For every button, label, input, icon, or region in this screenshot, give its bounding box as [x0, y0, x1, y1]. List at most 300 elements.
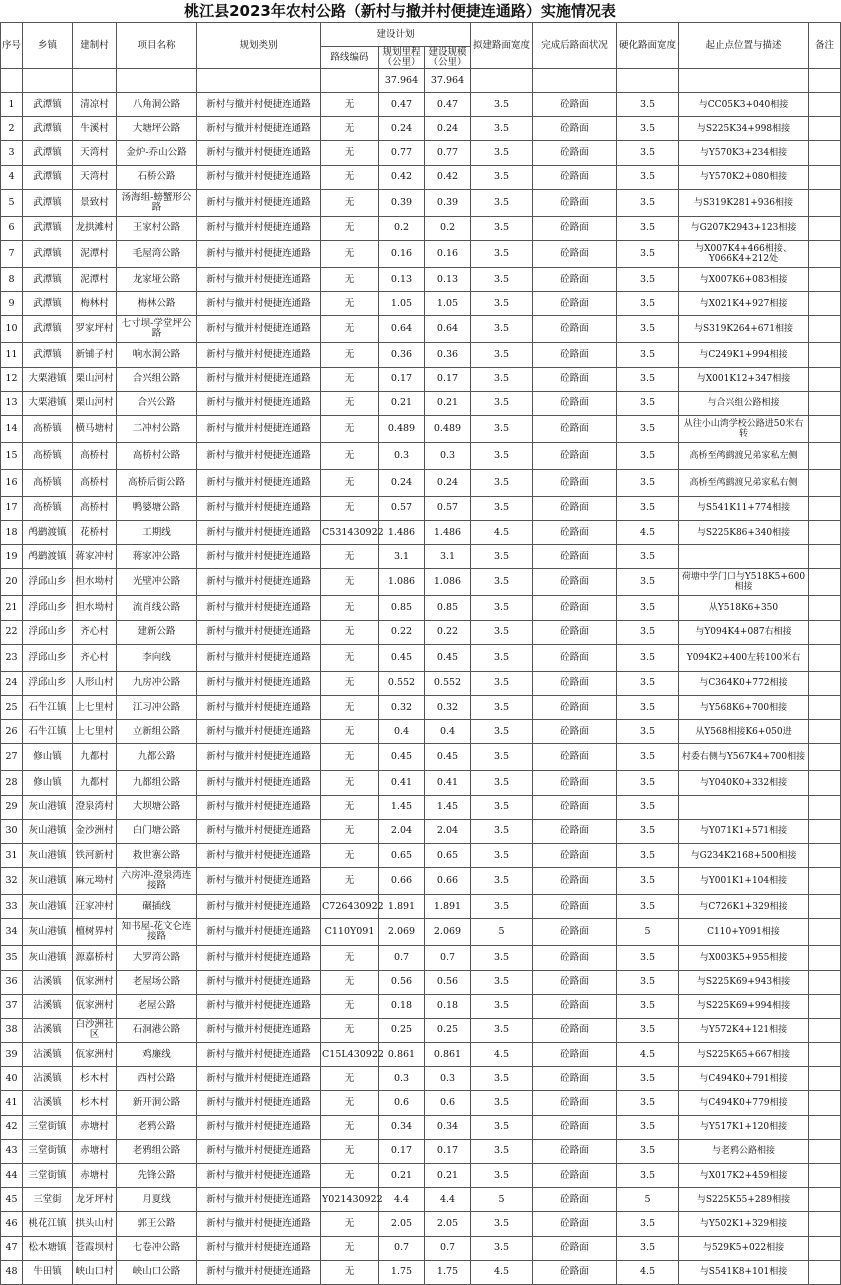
cell-category: 新村与撤并村便捷连通路 [197, 843, 321, 867]
table-row [1, 1260, 841, 1284]
cell-width: 3.5 [471, 771, 533, 795]
cell-seq: 46 [1, 1212, 23, 1236]
cell-hard-width: 3.5 [617, 868, 679, 895]
cell-desc: 与Y502K1+329相接 [679, 1212, 809, 1236]
cell-village: 高桥村 [73, 496, 117, 520]
cell-project: 李向线 [117, 644, 197, 671]
table-row [1, 496, 841, 520]
table-row [1, 620, 841, 644]
cell-note [809, 521, 841, 545]
cell-hard-width: 4.5 [617, 521, 679, 545]
cell-seq: 19 [1, 545, 23, 569]
cell-project: 毛屋湾公路 [117, 240, 197, 267]
cell-village: 佤家洲村 [73, 994, 117, 1018]
cell-desc: 从Y518K6+350 [679, 596, 809, 620]
cell-desc: 与S225K55+289相接 [679, 1188, 809, 1212]
cell-category: 新村与撤并村便捷连通路 [197, 946, 321, 970]
cell-planned-km: 0.7 [379, 1236, 425, 1260]
cell-code: 无 [321, 596, 379, 620]
cell-category: 新村与撤并村便捷连通路 [197, 671, 321, 695]
cell-project: 合兴组公路 [117, 367, 197, 391]
cell-code: 无 [321, 644, 379, 671]
cell-code: 无 [321, 189, 379, 216]
header-code: 路线编码 [321, 47, 379, 69]
cell-category: 新村与撤并村便捷连通路 [197, 720, 321, 744]
cell-hard-width: 4.5 [617, 1260, 679, 1284]
cell-seq: 26 [1, 720, 23, 744]
cell-project: 二冲村公路 [117, 415, 197, 442]
cell-project: 大坝塘公路 [117, 795, 197, 819]
cell-code: 无 [321, 1018, 379, 1042]
cell-build-km: 0.2 [425, 216, 471, 240]
cell-width: 3.5 [471, 292, 533, 316]
cell-hard-width: 3.5 [617, 596, 679, 620]
cell-category: 新村与撤并村便捷连通路 [197, 165, 321, 189]
table-row [1, 469, 841, 496]
cell-village: 九都村 [73, 771, 117, 795]
cell-project: 大罗湾公路 [117, 946, 197, 970]
cell-note [809, 994, 841, 1018]
cell-seq: 37 [1, 994, 23, 1018]
cell-seq: 16 [1, 469, 23, 496]
header-desc: 起止点位置与描述 [679, 23, 809, 69]
cell-category: 新村与撤并村便捷连通路 [197, 1236, 321, 1260]
cell-seq: 30 [1, 819, 23, 843]
table-row [1, 240, 841, 267]
cell-hard-width: 3.5 [617, 496, 679, 520]
cell-planned-km: 0.32 [379, 696, 425, 720]
cell-township: 沾溪镇 [23, 994, 73, 1018]
cell-seq: 11 [1, 343, 23, 367]
cell-category: 新村与撤并村便捷连通路 [197, 868, 321, 895]
cell-category: 新村与撤并村便捷连通路 [197, 141, 321, 165]
table-row [1, 189, 841, 216]
cell-surface: 砼路面 [533, 216, 617, 240]
cell-width: 3.5 [471, 415, 533, 442]
cell-code: 无 [321, 795, 379, 819]
cell-desc: 与C726K1+329相接 [679, 895, 809, 919]
cell-desc: 与X007K4+466相接、Y066K4+212处 [679, 240, 809, 267]
cell-note [809, 596, 841, 620]
cell-build-km: 0.7 [425, 946, 471, 970]
cell-build-km: 1.486 [425, 521, 471, 545]
cell-township: 三堂街 [23, 1188, 73, 1212]
cell-planned-km: 1.086 [379, 569, 425, 596]
cell-village: 梅林村 [73, 292, 117, 316]
cell-township: 浮邱山乡 [23, 671, 73, 695]
table-row [1, 744, 841, 771]
cell-village: 齐心村 [73, 644, 117, 671]
cell-width: 3.5 [471, 744, 533, 771]
cell-village: 龙拱滩村 [73, 216, 117, 240]
cell-code: C110Y091 [321, 919, 379, 946]
cell-code: 无 [321, 141, 379, 165]
cell-surface: 砼路面 [533, 415, 617, 442]
cell-note [809, 1212, 841, 1236]
cell-hard-width: 3.5 [617, 771, 679, 795]
cell-project: 老屋场公路 [117, 970, 197, 994]
cell-seq: 43 [1, 1139, 23, 1163]
cell-village: 天湾村 [73, 165, 117, 189]
cell-seq: 45 [1, 1188, 23, 1212]
cell-category: 新村与撤并村便捷连通路 [197, 1091, 321, 1115]
cell-desc: 与C249K1+994相接 [679, 343, 809, 367]
cell-desc: 与Y572K4+121相接 [679, 1018, 809, 1042]
cell-width: 3.5 [471, 316, 533, 343]
cell-surface: 砼路面 [533, 292, 617, 316]
cell-hard-width: 3.5 [617, 620, 679, 644]
cell-surface: 砼路面 [533, 620, 617, 644]
cell-category: 新村与撤并村便捷连通路 [197, 744, 321, 771]
cell-village: 上七里村 [73, 720, 117, 744]
cell-seq: 3 [1, 141, 23, 165]
cell-township: 沾溪镇 [23, 970, 73, 994]
cell-township: 牛田镇 [23, 1260, 73, 1284]
cell-project: 九都公路 [117, 744, 197, 771]
cell-seq: 9 [1, 292, 23, 316]
cell-note [809, 216, 841, 240]
cell-village: 牛溪村 [73, 117, 117, 141]
cell-seq: 7 [1, 240, 23, 267]
cell-width: 3.5 [471, 267, 533, 291]
cell-width: 3.5 [471, 117, 533, 141]
table-row [1, 1164, 841, 1188]
cell-width: 3.5 [471, 994, 533, 1018]
cell-width: 3.5 [471, 189, 533, 216]
cell-project: 九都组公路 [117, 771, 197, 795]
cell-build-km: 0.47 [425, 93, 471, 117]
cell-code: 无 [321, 216, 379, 240]
cell-township: 武潭镇 [23, 117, 73, 141]
cell-desc: 与Y071K1+571相接 [679, 819, 809, 843]
cell-planned-km: 0.64 [379, 316, 425, 343]
cell-category: 新村与撤并村便捷连通路 [197, 267, 321, 291]
cell-surface: 砼路面 [533, 1212, 617, 1236]
cell-category: 新村与撤并村便捷连通路 [197, 521, 321, 545]
cell-village: 檀树界村 [73, 919, 117, 946]
cell-code: 无 [321, 720, 379, 744]
cell-hard-width: 3.5 [617, 795, 679, 819]
cell-township: 灰山港镇 [23, 919, 73, 946]
cell-township: 武潭镇 [23, 165, 73, 189]
cell-build-km: 2.05 [425, 1212, 471, 1236]
cell-village: 人形山村 [73, 671, 117, 695]
cell-desc: 高桥至鸬鹚渡兄弟家私左侧 [679, 442, 809, 469]
cell-village: 金沙洲村 [73, 819, 117, 843]
cell-category: 新村与撤并村便捷连通路 [197, 343, 321, 367]
cell-project: 七寸坝-学堂坪公路 [117, 316, 197, 343]
cell-note [809, 644, 841, 671]
cell-planned-km: 1.486 [379, 521, 425, 545]
cell-surface: 砼路面 [533, 1139, 617, 1163]
table-row [1, 216, 841, 240]
table-row [1, 596, 841, 620]
cell-code: 无 [321, 391, 379, 415]
cell-surface: 砼路面 [533, 919, 617, 946]
cell-planned-km: 3.1 [379, 545, 425, 569]
cell-planned-km: 0.34 [379, 1115, 425, 1139]
cell-township: 灰山港镇 [23, 946, 73, 970]
cell-township: 大栗港镇 [23, 391, 73, 415]
cell-code: 无 [321, 1115, 379, 1139]
table-row [1, 1043, 841, 1067]
cell-code: 无 [321, 442, 379, 469]
cell-category: 新村与撤并村便捷连通路 [197, 596, 321, 620]
cell-category: 新村与撤并村便捷连通路 [197, 367, 321, 391]
cell-township: 浮邱山乡 [23, 569, 73, 596]
table-row [1, 545, 841, 569]
cell-code: C726430922 [321, 895, 379, 919]
cell-code: 无 [321, 545, 379, 569]
cell-build-km: 1.75 [425, 1260, 471, 1284]
table-row [1, 1018, 841, 1042]
table-row [1, 994, 841, 1018]
cell-note [809, 843, 841, 867]
cell-planned-km: 0.65 [379, 843, 425, 867]
cell-village: 上七里村 [73, 696, 117, 720]
cell-category: 新村与撤并村便捷连通路 [197, 771, 321, 795]
cell-hard-width: 3.5 [617, 1115, 679, 1139]
cell-build-km: 0.6 [425, 1091, 471, 1115]
cell-village: 横马塘村 [73, 415, 117, 442]
cell-hard-width: 3.5 [617, 391, 679, 415]
cell-note [809, 1091, 841, 1115]
cell-planned-km: 0.36 [379, 343, 425, 367]
cell-build-km: 0.24 [425, 469, 471, 496]
cell-desc: 与S225K65+667相接 [679, 1043, 809, 1067]
cell-planned-km: 0.25 [379, 1018, 425, 1042]
cell-note [809, 1188, 841, 1212]
cell-hard-width: 3.5 [617, 720, 679, 744]
cell-code: 无 [321, 1236, 379, 1260]
cell-surface: 砼路面 [533, 165, 617, 189]
cell-code: 无 [321, 1067, 379, 1091]
cell-surface: 砼路面 [533, 1091, 617, 1115]
cell-seq: 25 [1, 696, 23, 720]
cell-surface: 砼路面 [533, 1115, 617, 1139]
cell-surface: 砼路面 [533, 720, 617, 744]
cell-seq: 12 [1, 367, 23, 391]
cell-code: 无 [321, 267, 379, 291]
cell-code: 无 [321, 843, 379, 867]
cell-category: 新村与撤并村便捷连通路 [197, 1212, 321, 1236]
cell-desc [679, 545, 809, 569]
cell-planned-km: 0.24 [379, 117, 425, 141]
cell-village: 花桥村 [73, 521, 117, 545]
cell-width: 3.5 [471, 165, 533, 189]
cell-surface: 砼路面 [533, 644, 617, 671]
cell-desc: 与S541K11+774相接 [679, 496, 809, 520]
cell-village: 齐心村 [73, 620, 117, 644]
cell-desc: 村委右侧与Y567K4+700相接 [679, 744, 809, 771]
cell-note [809, 970, 841, 994]
cell-code: 无 [321, 93, 379, 117]
cell-seq: 18 [1, 521, 23, 545]
cell-village: 担水坳村 [73, 569, 117, 596]
cell-code: Y021430922 [321, 1188, 379, 1212]
cell-note [809, 1043, 841, 1067]
cell-note [809, 696, 841, 720]
cell-planned-km: 0.39 [379, 189, 425, 216]
cell-planned-km: 0.45 [379, 744, 425, 771]
cell-hard-width: 3.5 [617, 442, 679, 469]
table-row [1, 165, 841, 189]
cell-build-km: 0.22 [425, 620, 471, 644]
cell-desc: 高桥至鸬鹚渡兄弟家私右侧 [679, 469, 809, 496]
header-build-km: 建设规模（公里） [425, 47, 471, 69]
header-width: 拟建路面宽度 [471, 23, 533, 69]
cell-planned-km: 0.22 [379, 620, 425, 644]
cell-desc: 与X001K12+347相接 [679, 367, 809, 391]
cell-planned-km: 4.4 [379, 1188, 425, 1212]
cell-code: 无 [321, 994, 379, 1018]
cell-code: 无 [321, 117, 379, 141]
table-row [1, 93, 841, 117]
cell-category: 新村与撤并村便捷连通路 [197, 292, 321, 316]
cell-hard-width: 3.5 [617, 292, 679, 316]
cell-build-km: 0.36 [425, 343, 471, 367]
cell-surface: 砼路面 [533, 545, 617, 569]
cell-village: 赤塘村 [73, 1139, 117, 1163]
cell-planned-km: 0.552 [379, 671, 425, 695]
cell-build-km: 0.3 [425, 1067, 471, 1091]
cell-build-km: 0.66 [425, 868, 471, 895]
table-row [1, 521, 841, 545]
cell-hard-width: 3.5 [617, 970, 679, 994]
cell-note [809, 946, 841, 970]
cell-planned-km: 0.57 [379, 496, 425, 520]
cell-township: 浮邱山乡 [23, 644, 73, 671]
cell-project: 工期线 [117, 521, 197, 545]
cell-width: 3.5 [471, 1115, 533, 1139]
table-row [1, 644, 841, 671]
cell-surface: 砼路面 [533, 93, 617, 117]
cell-code: 无 [321, 415, 379, 442]
cell-build-km: 1.891 [425, 895, 471, 919]
cell-build-km: 0.32 [425, 696, 471, 720]
cell-village: 铁河新村 [73, 843, 117, 867]
cell-hard-width: 4.5 [617, 1043, 679, 1067]
cell-project: 龙家垭公路 [117, 267, 197, 291]
cell-note [809, 1139, 841, 1163]
cell-width: 5 [471, 1188, 533, 1212]
cell-planned-km: 1.05 [379, 292, 425, 316]
cell-village: 峡山口村 [73, 1260, 117, 1284]
cell-seq: 35 [1, 946, 23, 970]
table-row [1, 267, 841, 291]
cell-hard-width: 3.5 [617, 240, 679, 267]
cell-desc: 与Y570K2+080相接 [679, 165, 809, 189]
cell-project: 石桥公路 [117, 165, 197, 189]
cell-width: 3.5 [471, 569, 533, 596]
cell-category: 新村与撤并村便捷连通路 [197, 316, 321, 343]
cell-note [809, 545, 841, 569]
cell-surface: 砼路面 [533, 367, 617, 391]
cell-project: 立新组公路 [117, 720, 197, 744]
cell-village: 担水坳村 [73, 596, 117, 620]
cell-hard-width: 3.5 [617, 469, 679, 496]
cell-seq: 42 [1, 1115, 23, 1139]
cell-surface: 砼路面 [533, 469, 617, 496]
cell-surface: 砼路面 [533, 1164, 617, 1188]
cell-desc: 与Y094K4+087右相接 [679, 620, 809, 644]
cell-project: 鸭婆塘公路 [117, 496, 197, 520]
cell-code: 无 [321, 620, 379, 644]
cell-category: 新村与撤并村便捷连通路 [197, 391, 321, 415]
cell-planned-km: 0.3 [379, 1067, 425, 1091]
cell-build-km: 0.65 [425, 843, 471, 867]
cell-code: 无 [321, 367, 379, 391]
cell-code: 无 [321, 240, 379, 267]
table-row [1, 696, 841, 720]
cell-code: 无 [321, 671, 379, 695]
header-seq: 序号 [1, 23, 23, 69]
cell-note [809, 620, 841, 644]
cell-village: 清凉村 [73, 93, 117, 117]
cell-width: 3.5 [471, 1236, 533, 1260]
cell-note [809, 1164, 841, 1188]
cell-code: 无 [321, 771, 379, 795]
cell-hard-width: 3.5 [617, 1091, 679, 1115]
cell-category: 新村与撤并村便捷连通路 [197, 895, 321, 919]
table-row [1, 868, 841, 895]
cell-township: 灰山港镇 [23, 843, 73, 867]
cell-category: 新村与撤并村便捷连通路 [197, 819, 321, 843]
cell-category: 新村与撤并村便捷连通路 [197, 1115, 321, 1139]
cell-project: 建新公路 [117, 620, 197, 644]
cell-planned-km: 0.41 [379, 771, 425, 795]
cell-width: 3.5 [471, 868, 533, 895]
cell-township: 松木塘镇 [23, 1236, 73, 1260]
cell-width: 3.5 [471, 496, 533, 520]
cell-width: 3.5 [471, 795, 533, 819]
cell-category: 新村与撤并村便捷连通路 [197, 1188, 321, 1212]
cell-category: 新村与撤并村便捷连通路 [197, 415, 321, 442]
cell-seq: 32 [1, 868, 23, 895]
cell-width: 4.5 [471, 1043, 533, 1067]
cell-note [809, 391, 841, 415]
cell-seq: 6 [1, 216, 23, 240]
cell-desc: 与X003K5+955相接 [679, 946, 809, 970]
cell-note [809, 569, 841, 596]
table-row [1, 671, 841, 695]
cell-desc: 与Y568K6+700相接 [679, 696, 809, 720]
cell-project: 鸡廉线 [117, 1043, 197, 1067]
table-row [1, 819, 841, 843]
cell-village: 源嘉桥村 [73, 946, 117, 970]
cell-township: 高桥镇 [23, 469, 73, 496]
cell-project: 大塘坪公路 [117, 117, 197, 141]
cell-desc: 与Y040K0+332相接 [679, 771, 809, 795]
cell-code: 无 [321, 165, 379, 189]
cell-width: 3.5 [471, 1018, 533, 1042]
cell-project: 救世寨公路 [117, 843, 197, 867]
cell-category: 新村与撤并村便捷连通路 [197, 216, 321, 240]
cell-hard-width: 3.5 [617, 216, 679, 240]
totals-row [1, 69, 841, 93]
table-row [1, 415, 841, 442]
cell-note [809, 93, 841, 117]
cell-seq: 13 [1, 391, 23, 415]
cell-township: 武潭镇 [23, 189, 73, 216]
cell-width: 3.5 [471, 720, 533, 744]
cell-village: 高桥村 [73, 442, 117, 469]
cell-planned-km: 0.13 [379, 267, 425, 291]
cell-width: 3.5 [471, 343, 533, 367]
cell-planned-km: 0.17 [379, 367, 425, 391]
cell-build-km: 0.34 [425, 1115, 471, 1139]
cell-surface: 砼路面 [533, 970, 617, 994]
